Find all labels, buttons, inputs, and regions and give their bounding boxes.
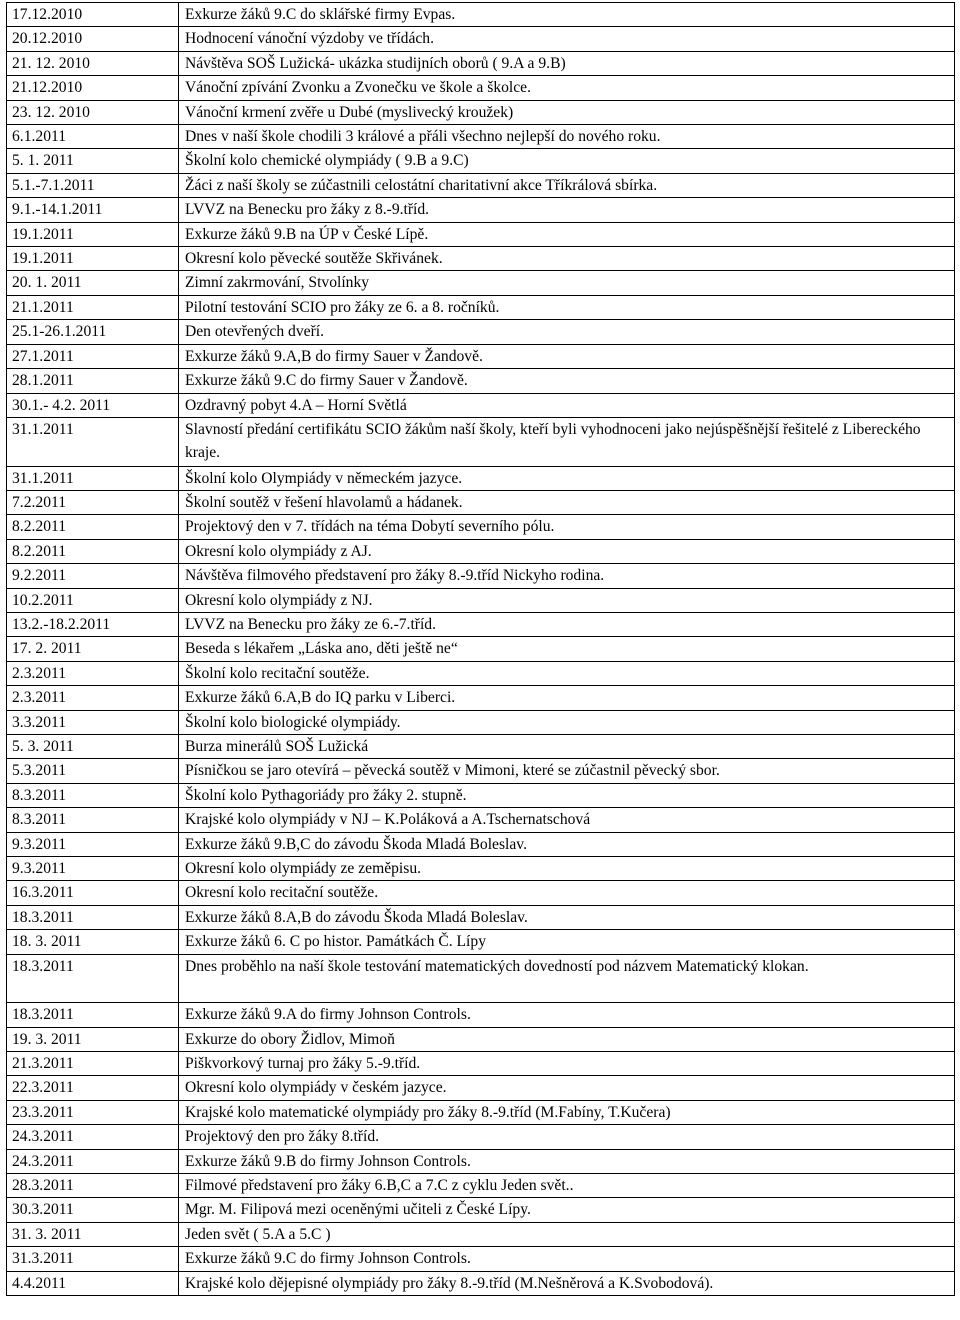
event-description-cell: Exkurze žáků 9.C do sklářské firmy Evpas.	[179, 3, 955, 27]
event-description-cell: Žáci z naší školy se zúčastnili celostátní charitativní akce Tříkrálová sbírka.	[179, 173, 955, 197]
event-description-cell: Den otevřených dveří.	[179, 320, 955, 344]
table-row	[7, 271, 955, 295]
event-description-cell: Školní kolo Olympiády v německém jazyce.	[179, 466, 955, 490]
event-description-cell: Školní soutěž v řešení hlavolamů a hádanek.	[179, 490, 955, 514]
event-date-cell: 5. 1. 2011	[7, 149, 179, 173]
event-date-cell: 31.3.2011	[7, 1247, 179, 1271]
event-date-cell: 24.3.2011	[7, 1125, 179, 1149]
event-date-cell: 22.3.2011	[7, 1076, 179, 1100]
event-date-cell: 10.2.2011	[7, 588, 179, 612]
event-date-cell: 25.1-26.1.2011	[7, 320, 179, 344]
table-row	[7, 564, 955, 588]
event-description-cell: Návštěva filmového představení pro žáky 8.-9.tříd Nickyho rodina.	[179, 564, 955, 588]
table-row	[7, 832, 955, 856]
event-date-cell: 5.3.2011	[7, 759, 179, 783]
event-description-cell: Exkurze do obory Židlov, Mimoň	[179, 1027, 955, 1051]
table-row	[7, 1271, 955, 1295]
table-row	[7, 954, 955, 1003]
event-date-cell: 4.4.2011	[7, 1271, 179, 1295]
table-row	[7, 149, 955, 173]
table-row	[7, 247, 955, 271]
event-description-cell: Krajské kolo matematické olympiády pro žáky 8.-9.tříd (M.Fabíny, T.Kučera)	[179, 1100, 955, 1124]
table-row	[7, 759, 955, 783]
event-description-cell: Piškvorkový turnaj pro žáky 5.-9.tříd.	[179, 1052, 955, 1076]
table-row	[7, 1149, 955, 1173]
event-description-cell: Vánoční krmení zvěře u Dubé (myslivecký kroužek)	[179, 100, 955, 124]
event-date-cell: 5. 3. 2011	[7, 734, 179, 758]
event-date-cell: 9.3.2011	[7, 857, 179, 881]
event-description-cell: Exkurze žáků 9.B do firmy Johnson Controls.	[179, 1149, 955, 1173]
event-description-cell: Filmové představení pro žáky 6.B,C a 7.C z cyklu Jeden svět..	[179, 1174, 955, 1198]
event-date-cell: 27.1.2011	[7, 344, 179, 368]
event-description-cell: Okresní kolo olympiády z AJ.	[179, 539, 955, 563]
table-row	[7, 417, 955, 466]
event-date-cell: 8.2.2011	[7, 515, 179, 539]
table-row	[7, 466, 955, 490]
table-row	[7, 539, 955, 563]
event-description-cell: Exkurze žáků 9.B,C do závodu Škoda Mladá Boleslav.	[179, 832, 955, 856]
event-description-cell: Projektový den pro žáky 8.tříd.	[179, 1125, 955, 1149]
table-row	[7, 393, 955, 417]
table-row	[7, 222, 955, 246]
event-description-cell: Hodnocení vánoční výzdoby ve třídách.	[179, 27, 955, 51]
event-date-cell: 9.1.-14.1.2011	[7, 198, 179, 222]
event-description-cell: Exkurze žáků 9.C do firmy Johnson Controls.	[179, 1247, 955, 1271]
event-description-cell: Ozdravný pobyt 4.A – Horní Světlá	[179, 393, 955, 417]
event-date-cell: 23. 12. 2010	[7, 100, 179, 124]
event-description-cell: Školní kolo Pythagoriády pro žáky 2. stupně.	[179, 783, 955, 807]
table-row	[7, 1100, 955, 1124]
table-row	[7, 1076, 955, 1100]
table-row	[7, 881, 955, 905]
event-date-cell: 17. 2. 2011	[7, 637, 179, 661]
event-date-cell: 7.2.2011	[7, 490, 179, 514]
table-row	[7, 515, 955, 539]
event-description-cell: Pilotní testování SCIO pro žáky ze 6. a 8. ročníků.	[179, 295, 955, 319]
table-row	[7, 1052, 955, 1076]
event-description-cell: Exkurze žáků 9.C do firmy Sauer v Žandově.	[179, 369, 955, 393]
event-description-cell: Jeden svět ( 5.A a 5.C )	[179, 1222, 955, 1246]
event-date-cell: 28.1.2011	[7, 369, 179, 393]
table-row	[7, 27, 955, 51]
table-row	[7, 734, 955, 758]
table-row	[7, 637, 955, 661]
event-date-cell: 18. 3. 2011	[7, 930, 179, 954]
event-date-cell: 13.2.-18.2.2011	[7, 612, 179, 636]
event-description-cell: Beseda s lékařem „Láska ano, děti ještě ne“	[179, 637, 955, 661]
event-date-cell: 31.1.2011	[7, 417, 179, 466]
event-date-cell: 17.12.2010	[7, 3, 179, 27]
table-row	[7, 198, 955, 222]
event-date-cell: 19. 3. 2011	[7, 1027, 179, 1051]
event-date-cell: 6.1.2011	[7, 125, 179, 149]
event-description-cell: Exkurze žáků 8.A,B do závodu Škoda Mladá Boleslav.	[179, 905, 955, 929]
event-date-cell: 20. 1. 2011	[7, 271, 179, 295]
table-row	[7, 369, 955, 393]
event-date-cell: 8.2.2011	[7, 539, 179, 563]
table-row	[7, 783, 955, 807]
table-row	[7, 1003, 955, 1027]
event-description-cell: Okresní kolo recitační soutěže.	[179, 881, 955, 905]
event-date-cell: 16.3.2011	[7, 881, 179, 905]
table-row	[7, 1027, 955, 1051]
event-description-cell: Slavností předání certifikátu SCIO žákům naší školy, kteří byli vyhodnoceni jako nejúspěšnější řešitelé z Libereckého kraje.	[179, 417, 955, 466]
table-row	[7, 808, 955, 832]
event-date-cell: 2.3.2011	[7, 661, 179, 685]
event-description-cell: Projektový den v 7. třídách na téma Dobytí severního pólu.	[179, 515, 955, 539]
event-date-cell: 19.1.2011	[7, 247, 179, 271]
event-description-cell: Krajské kolo dějepisné olympiády pro žáky 8.-9.tříd (M.Nešněrová a K.Svobodová).	[179, 1271, 955, 1295]
event-description-cell: Exkurze žáků 9.A do firmy Johnson Controls.	[179, 1003, 955, 1027]
table-row	[7, 320, 955, 344]
event-date-cell: 24.3.2011	[7, 1149, 179, 1173]
event-date-cell: 31.1.2011	[7, 466, 179, 490]
event-date-cell: 20.12.2010	[7, 27, 179, 51]
event-date-cell: 30.1.- 4.2. 2011	[7, 393, 179, 417]
events-table-body	[7, 3, 955, 1296]
table-row	[7, 930, 955, 954]
events-table	[6, 2, 955, 1296]
table-row	[7, 1174, 955, 1198]
table-row	[7, 100, 955, 124]
event-description-cell: Okresní kolo olympiády z NJ.	[179, 588, 955, 612]
event-description-cell: Exkurze žáků 6. C po histor. Památkách Č. Lípy	[179, 930, 955, 954]
table-row	[7, 686, 955, 710]
event-date-cell: 18.3.2011	[7, 1003, 179, 1027]
event-description-cell: Exkurze žáků 6.A,B do IQ parku v Liberci.	[179, 686, 955, 710]
document-page	[6, 2, 954, 1296]
table-row	[7, 588, 955, 612]
event-description-cell: Školní kolo biologické olympiády.	[179, 710, 955, 734]
event-date-cell: 31. 3. 2011	[7, 1222, 179, 1246]
table-row	[7, 661, 955, 685]
table-row	[7, 1247, 955, 1271]
event-date-cell: 3.3.2011	[7, 710, 179, 734]
event-date-cell: 28.3.2011	[7, 1174, 179, 1198]
table-row	[7, 295, 955, 319]
event-date-cell: 21.1.2011	[7, 295, 179, 319]
table-row	[7, 51, 955, 75]
table-row	[7, 76, 955, 100]
table-row	[7, 1222, 955, 1246]
event-description-cell: Zimní zakrmování, Stvolínky	[179, 271, 955, 295]
event-description-cell: Školní kolo recitační soutěže.	[179, 661, 955, 685]
event-date-cell: 18.3.2011	[7, 954, 179, 1003]
event-description-cell: Vánoční zpívání Zvonku a Zvonečku ve škole a školce.	[179, 76, 955, 100]
event-description-cell: Burza minerálů SOŠ Lužická	[179, 734, 955, 758]
event-date-cell: 8.3.2011	[7, 783, 179, 807]
table-row	[7, 857, 955, 881]
table-row	[7, 3, 955, 27]
event-date-cell: 21. 12. 2010	[7, 51, 179, 75]
table-row	[7, 125, 955, 149]
event-description-cell: Mgr. M. Filipová mezi oceněnými učiteli z České Lípy.	[179, 1198, 955, 1222]
event-description-cell: Exkurze žáků 9.B na ÚP v České Lípě.	[179, 222, 955, 246]
event-date-cell: 19.1.2011	[7, 222, 179, 246]
event-description-cell: Školní kolo chemické olympiády ( 9.B a 9.C)	[179, 149, 955, 173]
event-date-cell: 8.3.2011	[7, 808, 179, 832]
event-description-cell: Písničkou se jaro otevírá – pěvecká soutěž v Mimoni, které se zúčastnil pěvecký sbor.	[179, 759, 955, 783]
event-date-cell: 9.2.2011	[7, 564, 179, 588]
table-row	[7, 710, 955, 734]
event-description-cell: Okresní kolo olympiády v českém jazyce.	[179, 1076, 955, 1100]
event-description-cell: Okresní kolo pěvecké soutěže Skřivánek.	[179, 247, 955, 271]
event-description-cell: Krajské kolo olympiády v NJ – K.Poláková a A.Tschernatschová	[179, 808, 955, 832]
event-description-cell: Dnes v naší škole chodili 3 králové a přáli všechno nejlepší do nového roku.	[179, 125, 955, 149]
event-description-cell: LVVZ na Benecku pro žáky z 8.-9.tříd.	[179, 198, 955, 222]
event-date-cell: 2.3.2011	[7, 686, 179, 710]
event-description-cell: LVVZ na Benecku pro žáky ze 6.-7.tříd.	[179, 612, 955, 636]
event-date-cell: 21.3.2011	[7, 1052, 179, 1076]
table-row	[7, 1198, 955, 1222]
table-row	[7, 1125, 955, 1149]
table-row	[7, 490, 955, 514]
event-date-cell: 9.3.2011	[7, 832, 179, 856]
event-date-cell: 30.3.2011	[7, 1198, 179, 1222]
event-description-cell: Návštěva SOŠ Lužická- ukázka studijních oborů ( 9.A a 9.B)	[179, 51, 955, 75]
table-row	[7, 612, 955, 636]
event-date-cell: 18.3.2011	[7, 905, 179, 929]
event-description-cell: Okresní kolo olympiády ze zeměpisu.	[179, 857, 955, 881]
event-date-cell: 21.12.2010	[7, 76, 179, 100]
table-row	[7, 905, 955, 929]
event-date-cell: 23.3.2011	[7, 1100, 179, 1124]
table-row	[7, 173, 955, 197]
event-description-cell: Dnes proběhlo na naší škole testování matematických dovedností pod názvem Matematický klokan.	[179, 954, 955, 1003]
table-row	[7, 344, 955, 368]
event-description-cell: Exkurze žáků 9.A,B do firmy Sauer v Žandově.	[179, 344, 955, 368]
event-date-cell: 5.1.-7.1.2011	[7, 173, 179, 197]
